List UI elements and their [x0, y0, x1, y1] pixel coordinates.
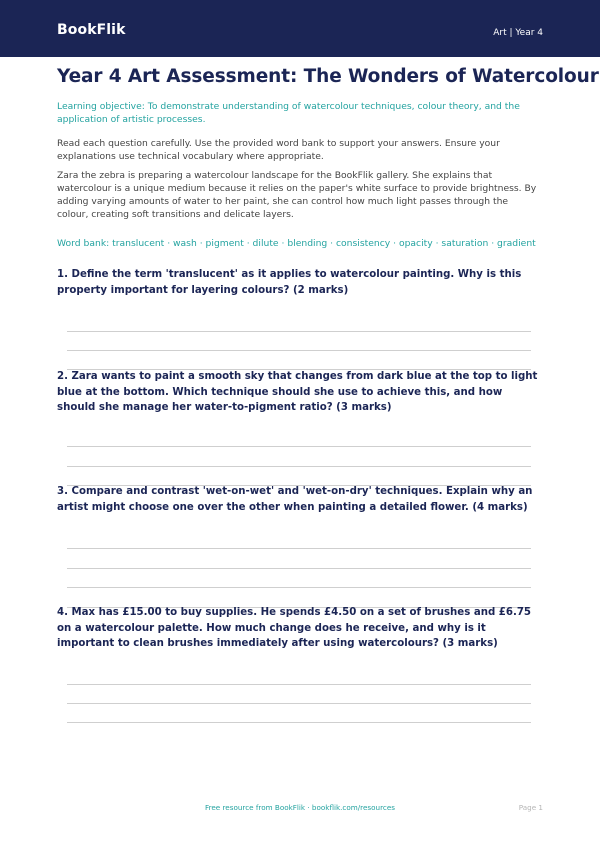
answer-line — [67, 587, 531, 588]
question-1: 1. Define the term 'translucent' as it applies to watercolour painting. Why is this property important for layering colours? (2 marks) — [57, 269, 522, 296]
learning-objective: Learning objective: To demonstrate understanding of watercolour techniques, colour theory, and the application of artistic processes. — [57, 101, 520, 125]
page-number: Page 1 — [518, 803, 543, 812]
question-3: 3. Compare and contrast 'wet-on-wet' and 'wet-on-dry' techniques. Explain why an artist might choose one over the other when painting a detailed flower. (4 marks) — [57, 486, 533, 513]
answer-line — [67, 331, 531, 332]
page-header — [0, 0, 600, 57]
question-2: 2. Zara wants to paint a smooth sky that changes from dark blue at the top to light blue at the bottom. Which technique should she use to achieve this, and how should she manage her water-to-pigment ratio? (3 marks) — [57, 371, 538, 413]
page-title: Year 4 Art Assessment: The Wonders of Watercolour — [57, 66, 599, 87]
footer-resource-link[interactable]: Free resource from BookFlik · bookflik.com/resources — [204, 803, 396, 812]
answer-line — [67, 703, 531, 704]
answer-line — [67, 548, 531, 549]
context-paragraph: Zara the zebra is preparing a watercolour landscape for the BookFlik gallery. She explains that watercolour is a unique medium because it relies on the paper's white surface to provide brightness. By adding varying amounts of water to her paint, she can control how much light passes through the colour, creating soft transitions and delicate layers. — [57, 170, 537, 220]
answer-line — [67, 350, 531, 351]
answer-line — [67, 446, 531, 447]
instructions-text: Read each question carefully. Use the provided word bank to support your answers. Ensure your explanations use technical vocabulary where appropriate. — [57, 138, 500, 162]
subject-year-label: Art | Year 4 — [493, 28, 543, 38]
brand-logo: BookFlik — [57, 22, 126, 38]
question-4: 4. Max has £15.00 to buy supplies. He spends £4.50 on a set of brushes and £6.75 on a watercolour palette. How much change does he receive, and why is it important to clean brushes immediately after using watercolours? (3 marks) — [57, 607, 532, 649]
answer-line — [67, 722, 531, 723]
answer-line — [67, 568, 531, 569]
word-bank: Word bank: translucent · wash · pigment · dilute · blending · consistency · opacity · saturation · gradient — [57, 238, 536, 249]
answer-line — [67, 684, 531, 685]
answer-line — [67, 466, 531, 467]
